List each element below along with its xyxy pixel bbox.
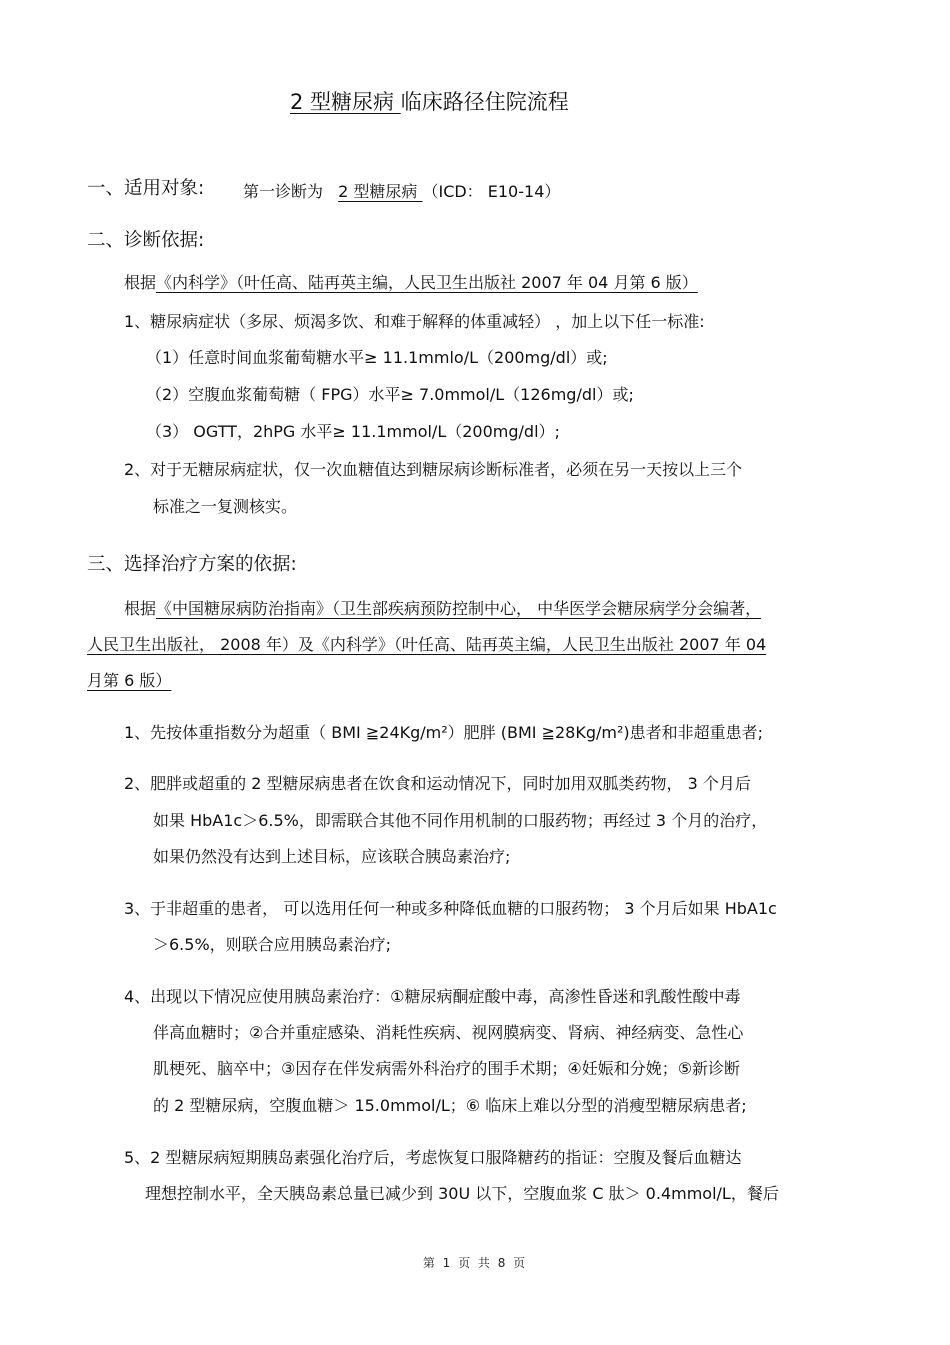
s3-item-4-line-3: 肌梗死、脑卒中；③因存在伴发病需外科治疗的围手术期；④妊娠和分娩；⑤新诊断	[153, 1059, 741, 1078]
section-2-heading: 二、诊断依据:	[87, 230, 205, 251]
s3-item-5-line-2: 理想控制水平，全天胰岛素总量已减少到 30U 以下，空腹血浆 C 肽＞ 0.4mmol/L，餐后	[145, 1184, 779, 1203]
section-1-heading: 一、适用对象:	[87, 178, 205, 199]
s3-basis-line-2: 人民卫生出版社， 2008 年）及《内科学》（叶任高、陆再英主编，人民卫生出版社 2007 年 04	[87, 635, 767, 654]
title-rest: 临床路径住院流程	[400, 90, 569, 114]
s3-item-2-line-3: 如果仍然没有达到上述目标，应该联合胰岛素治疗;	[153, 847, 511, 866]
s2-item-1: 1、糖尿病症状（多尿、烦渴多饮、和难于解释的体重减轻） ，加上以下任一标准:	[124, 312, 705, 331]
s1-icd: （ICD： E10-14）	[422, 182, 561, 201]
s1-underlined-diagnosis: 2 型糖尿病	[338, 182, 423, 201]
s3-item-3-line-1: 3、于非超重的患者， 可以选用任何一种或多种降低血糖的口服药物； 3 个月后如果 HbA1c	[124, 899, 777, 918]
s2-item-2-line-1: 2、对于无糖尿病症状，仅一次血糖值达到糖尿病诊断标准者，必须在另一天按以上三个	[124, 460, 743, 479]
s3-item-4-line-4: 的 2 型糖尿病，空腹血糖＞ 15.0mmol/L；⑥ 临床上难以分型的消瘦型糖尿病患者;	[153, 1096, 747, 1115]
s3-basis-line-3: 月第 6 版）	[87, 671, 172, 690]
section-3-heading: 三、选择治疗方案的依据:	[87, 554, 297, 575]
s2-basis-reference: 《内科学》（叶任高、陆再英主编，人民卫生出版社 2007 年 04 月第 6 版）	[156, 273, 698, 292]
s3-item-1: 1、先按体重指数分为超重（ BMI ≧24Kg/m²）肥胖 (BMI ≧28Kg/m²)患者和非超重患者;	[124, 723, 764, 742]
s2-sub-3: （3） OGTT，2hPG 水平≥ 11.1mmol/L（200mg/dl）;	[146, 422, 560, 441]
s3-item-3-line-2: ＞6.5%，则联合应用胰岛素治疗;	[153, 935, 392, 954]
s3-item-4-line-2: 伴高血糖时；②合并重症感染、消耗性疾病、视网膜病变、肾病、神经病变、急性心	[153, 1023, 744, 1042]
s2-item-2-line-2: 标准之一复测核实。	[153, 497, 298, 516]
s2-basis-prefix: 根据	[124, 273, 157, 292]
s1-prefix: 第一诊断为	[243, 182, 324, 201]
s3-item-2-line-2: 如果 HbA1c＞6.5%，即需联合其他不同作用机制的口服药物；再经过 3 个月的治疗，	[153, 811, 768, 830]
s3-basis-line-1	[124, 598, 761, 620]
page-title	[290, 88, 569, 116]
s2-sub-1: （1）任意时间血浆葡萄糖水平≥ 11.1mmlo/L（200mg/dl）或;	[146, 348, 608, 367]
s3-basis-reference-1: 《中国糖尿病防治指南》（卫生部疾病预防控制中心， 中华医学会糖尿病学分会编著，	[156, 599, 762, 618]
s3-basis-prefix: 根据	[124, 599, 157, 618]
page-number-footer: 第 1 页 共 8 页	[422, 1256, 528, 1270]
s3-item-5-line-1: 5、2 型糖尿病短期胰岛素强化治疗后，考虑恢复口服降糖药的指证：空腹及餐后血糖达	[124, 1148, 742, 1167]
section-1-content	[243, 181, 560, 203]
s2-basis	[124, 272, 698, 294]
s3-item-2-line-1: 2、肥胖或超重的 2 型糖尿病患者在饮食和运动情况下，同时加用双胍类药物， 3 个月后	[124, 774, 751, 793]
title-disease-name: 2 型糖尿病	[290, 90, 401, 114]
s3-item-4-line-1: 4、出现以下情况应使用胰岛素治疗：①糖尿病酮症酸中毒，高渗性昏迷和乳酸性酸中毒	[124, 987, 741, 1006]
s2-sub-2: （2）空腹血浆葡萄糖（ FPG）水平≥ 7.0mmol/L（126mg/dl）或;	[146, 385, 634, 404]
